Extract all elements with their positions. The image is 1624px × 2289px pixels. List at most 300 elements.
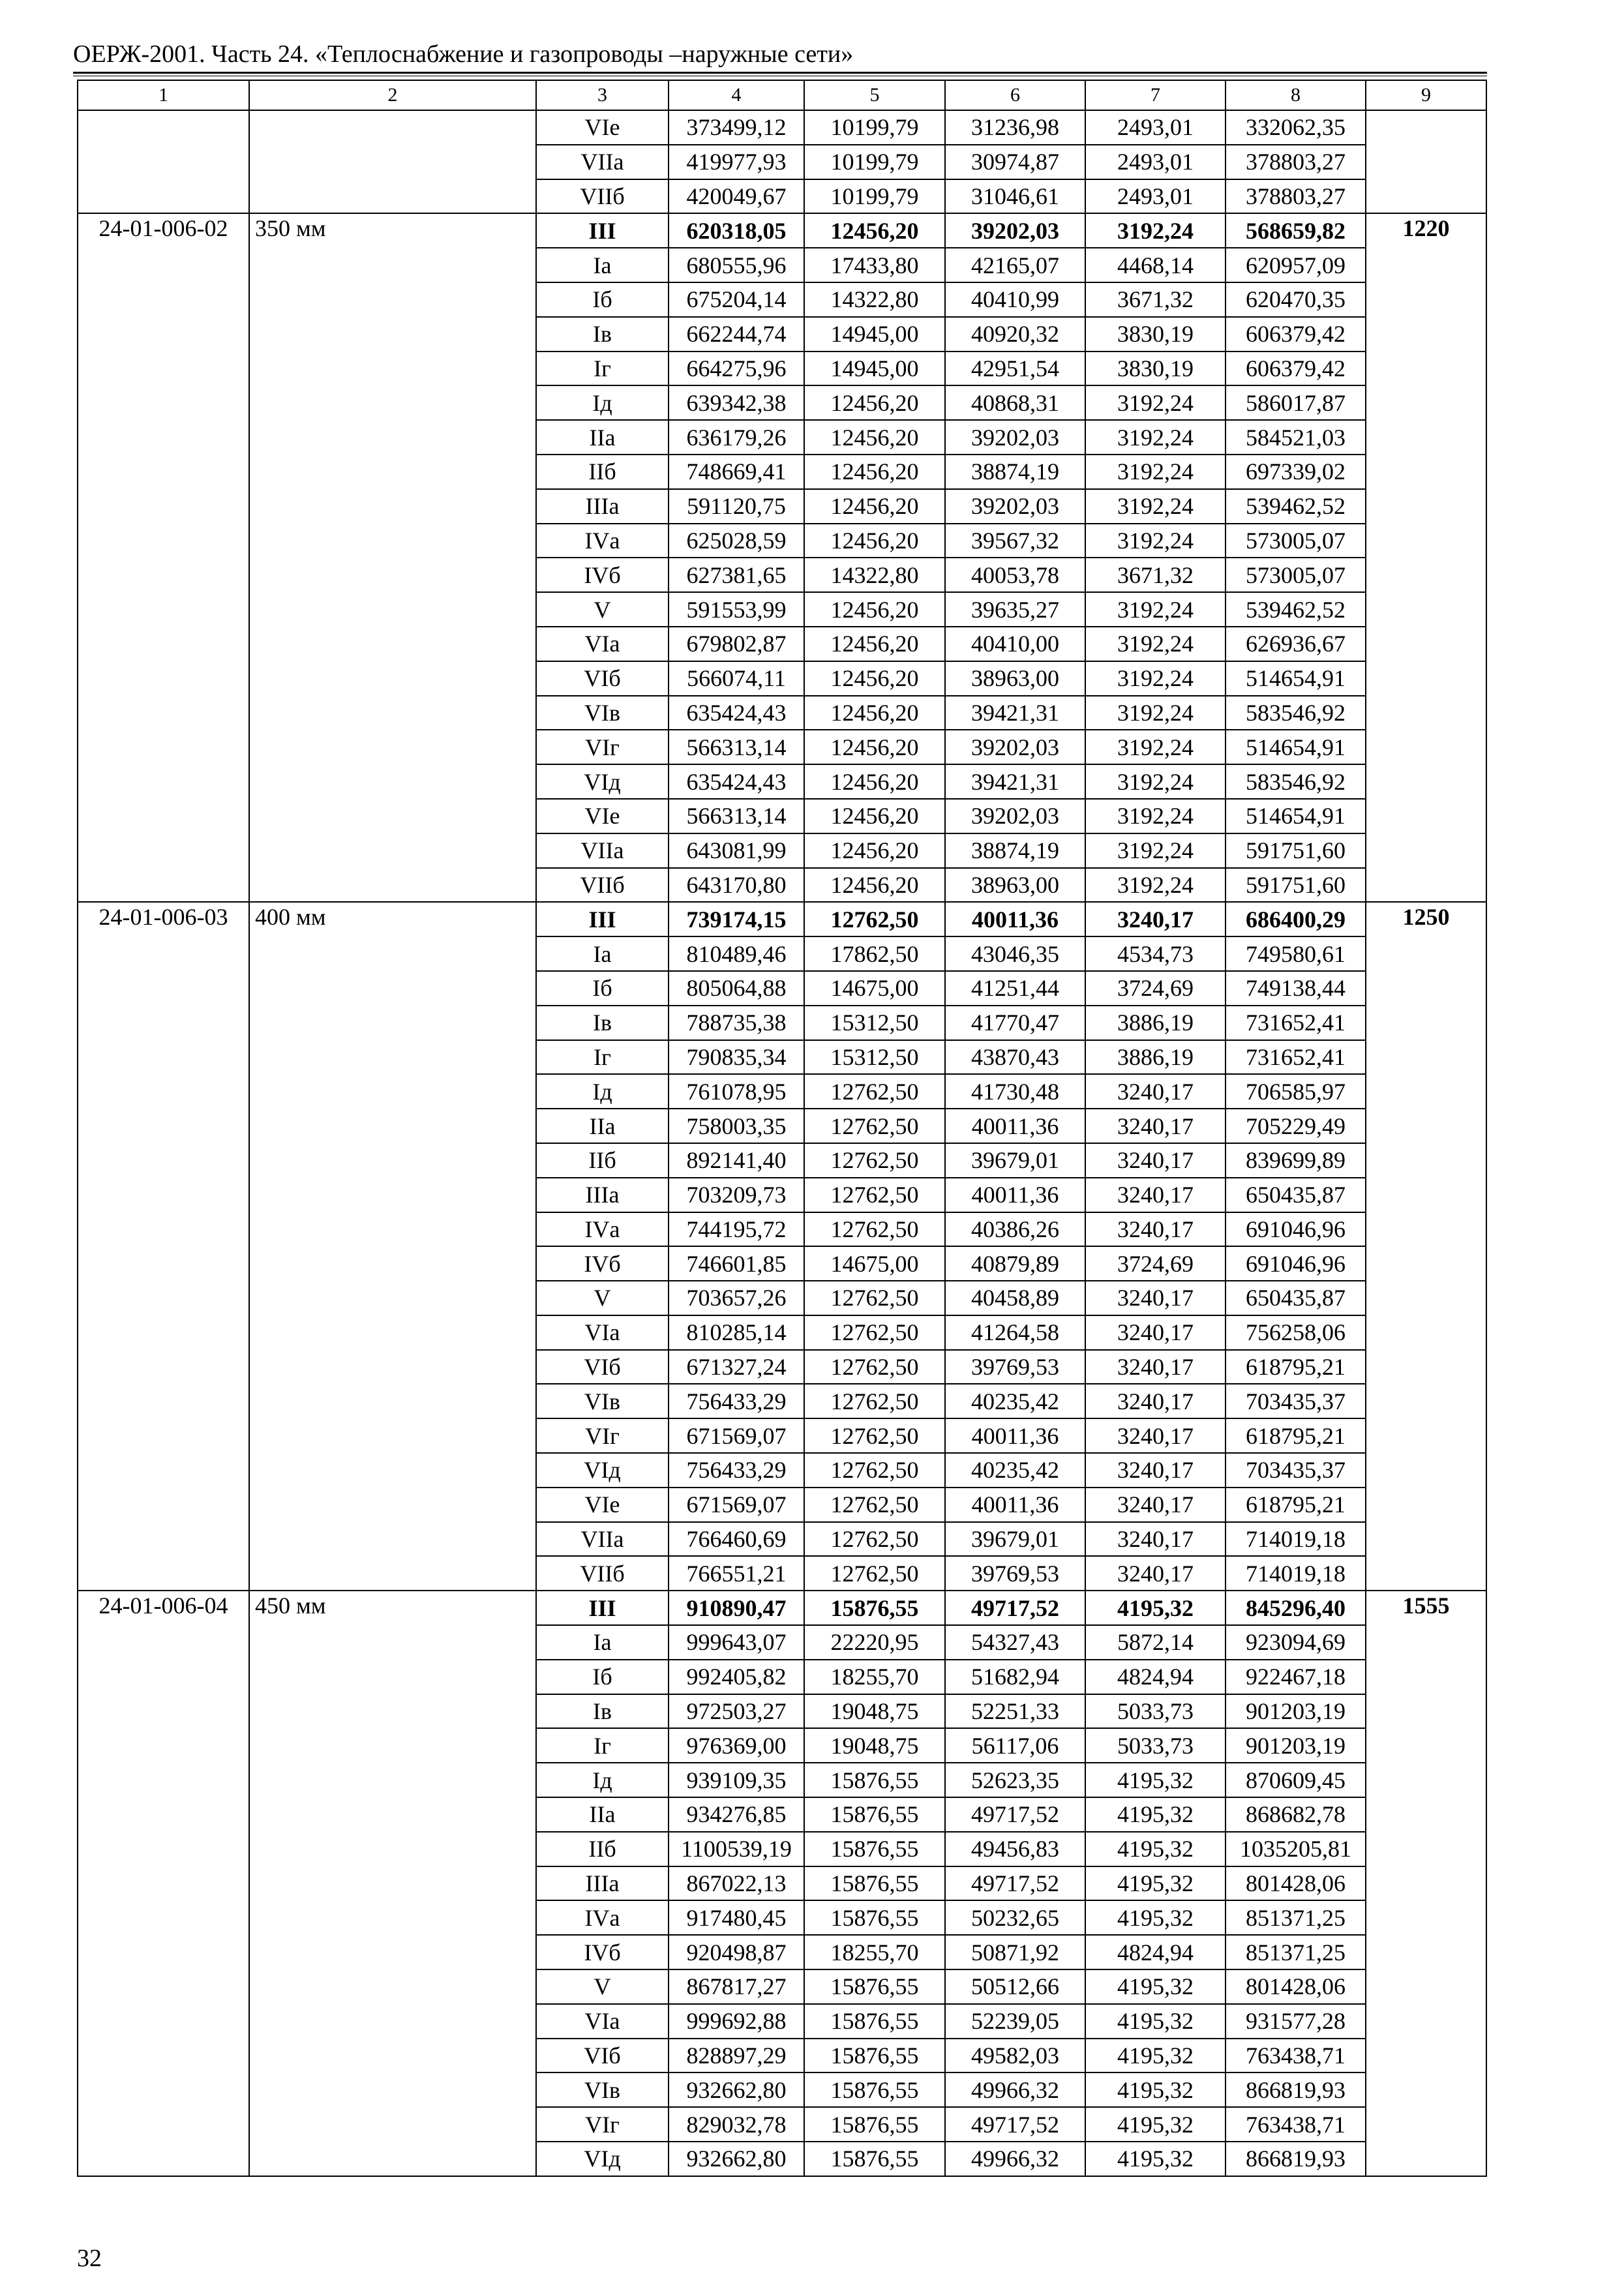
value-cell: 43870,43 <box>945 1040 1085 1075</box>
value-cell: 15876,55 <box>804 2142 945 2176</box>
code-cell: 24-01-006-03 <box>78 902 249 1591</box>
value-cell: 790835,34 <box>669 1040 804 1075</box>
value-cell: 801428,06 <box>1226 1866 1366 1901</box>
value-cell: 4195,32 <box>1085 1969 1226 2004</box>
value-cell: 15876,55 <box>804 2039 945 2073</box>
value-cell: 3192,24 <box>1085 868 1226 903</box>
category-cell: III <box>536 213 669 248</box>
value-cell: 40235,42 <box>945 1384 1085 1418</box>
value-cell: 697339,02 <box>1226 455 1366 489</box>
value-cell: 568659,82 <box>1226 213 1366 248</box>
value-cell: 934276,85 <box>669 1797 804 1832</box>
value-cell: 620957,09 <box>1226 248 1366 282</box>
category-cell: VIIа <box>536 833 669 868</box>
value-cell: 40386,26 <box>945 1212 1085 1247</box>
value-cell: 999692,88 <box>669 2004 804 2039</box>
category-cell: VIд <box>536 2142 669 2176</box>
category-cell: VIв <box>536 2072 669 2107</box>
category-cell: Iг <box>536 352 669 386</box>
value-cell: 3192,24 <box>1085 833 1226 868</box>
value-cell: 539462,52 <box>1226 592 1366 627</box>
value-cell: 17433,80 <box>804 248 945 282</box>
value-cell: 19048,75 <box>804 1694 945 1729</box>
value-cell: 10199,79 <box>804 110 945 145</box>
value-cell: 12762,50 <box>804 1384 945 1418</box>
value-cell: 12762,50 <box>804 1350 945 1384</box>
value-cell: 870609,45 <box>1226 1763 1366 1797</box>
value-cell: 4195,32 <box>1085 1591 1226 1625</box>
category-cell: IVб <box>536 1935 669 1969</box>
category-cell: VIIа <box>536 1522 669 1557</box>
category-cell: VIб <box>536 1350 669 1384</box>
value-cell: 3240,17 <box>1085 1143 1226 1178</box>
value-cell: 626936,67 <box>1226 627 1366 661</box>
value-cell: 50232,65 <box>945 1900 1085 1935</box>
value-cell: 31046,61 <box>945 179 1085 214</box>
value-cell: 3240,17 <box>1085 1418 1226 1453</box>
value-cell: 763438,71 <box>1226 2107 1366 2142</box>
value-cell: 15876,55 <box>804 1969 945 2004</box>
value-cell: 3240,17 <box>1085 1556 1226 1591</box>
value-cell: 671569,07 <box>669 1418 804 1453</box>
value-cell: 12762,50 <box>804 1418 945 1453</box>
category-cell: Iг <box>536 1040 669 1075</box>
value-cell: 378803,27 <box>1226 145 1366 179</box>
value-cell: 15876,55 <box>804 1591 945 1625</box>
extra-cell: 1250 <box>1366 902 1486 1591</box>
value-cell: 378803,27 <box>1226 179 1366 214</box>
value-cell: 2493,01 <box>1085 110 1226 145</box>
value-cell: 15876,55 <box>804 2004 945 2039</box>
value-cell: 40410,00 <box>945 627 1085 661</box>
value-cell: 39679,01 <box>945 1143 1085 1178</box>
value-cell: 851371,25 <box>1226 1935 1366 1969</box>
value-cell: 49717,52 <box>945 2107 1085 2142</box>
value-cell: 635424,43 <box>669 696 804 730</box>
category-cell: Iв <box>536 317 669 352</box>
value-cell: 15312,50 <box>804 1040 945 1075</box>
value-cell: 40011,36 <box>945 1178 1085 1212</box>
value-cell: 14322,80 <box>804 558 945 592</box>
value-cell: 14322,80 <box>804 282 945 317</box>
column-number: 7 <box>1085 80 1226 110</box>
value-cell: 650435,87 <box>1226 1281 1366 1315</box>
category-cell: VIIб <box>536 1556 669 1591</box>
value-cell: 15876,55 <box>804 1763 945 1797</box>
value-cell: 514654,91 <box>1226 799 1366 833</box>
value-cell: 4195,32 <box>1085 1832 1226 1866</box>
value-cell: 3724,69 <box>1085 1246 1226 1281</box>
value-cell: 15876,55 <box>804 2107 945 2142</box>
extra-cell: 1555 <box>1366 1591 1486 2176</box>
value-cell: 4824,94 <box>1085 1935 1226 1969</box>
value-cell: 15312,50 <box>804 1006 945 1040</box>
value-cell: 14675,00 <box>804 1246 945 1281</box>
category-cell: VIг <box>536 730 669 764</box>
value-cell: 41264,58 <box>945 1315 1085 1350</box>
value-cell: 39202,03 <box>945 489 1085 524</box>
value-cell: 49966,32 <box>945 2142 1085 2176</box>
value-cell: 40011,36 <box>945 1488 1085 1522</box>
value-cell: 39679,01 <box>945 1522 1085 1557</box>
category-cell: Iб <box>536 1660 669 1694</box>
value-cell: 15876,55 <box>804 1832 945 1866</box>
value-cell: 4195,32 <box>1085 1797 1226 1832</box>
value-cell: 691046,96 <box>1226 1246 1366 1281</box>
value-cell: 801428,06 <box>1226 1969 1366 2004</box>
value-cell: 3671,32 <box>1085 282 1226 317</box>
value-cell: 3240,17 <box>1085 1212 1226 1247</box>
value-cell: 12456,20 <box>804 455 945 489</box>
value-cell: 50512,66 <box>945 1969 1085 2004</box>
value-cell: 12456,20 <box>804 799 945 833</box>
column-number: 8 <box>1226 80 1366 110</box>
value-cell: 40458,89 <box>945 1281 1085 1315</box>
value-cell: 43046,35 <box>945 936 1085 971</box>
value-cell: 703657,26 <box>669 1281 804 1315</box>
value-cell: 39635,27 <box>945 592 1085 627</box>
value-cell: 38963,00 <box>945 868 1085 903</box>
value-cell: 39202,03 <box>945 799 1085 833</box>
value-cell: 3192,24 <box>1085 696 1226 730</box>
value-cell: 12456,20 <box>804 833 945 868</box>
value-cell: 5033,73 <box>1085 1728 1226 1763</box>
column-number: 2 <box>249 80 536 110</box>
category-cell: VIа <box>536 627 669 661</box>
category-cell: Iб <box>536 282 669 317</box>
value-cell: 2493,01 <box>1085 145 1226 179</box>
value-cell: 932662,80 <box>669 2072 804 2107</box>
value-cell: 917480,45 <box>669 1900 804 1935</box>
value-cell: 866819,93 <box>1226 2142 1366 2176</box>
value-cell: 12762,50 <box>804 1315 945 1350</box>
extra-cell: 1220 <box>1366 213 1486 902</box>
value-cell: 10199,79 <box>804 145 945 179</box>
value-cell: 12456,20 <box>804 696 945 730</box>
value-cell: 662244,74 <box>669 317 804 352</box>
value-cell: 12762,50 <box>804 1143 945 1178</box>
value-cell: 788735,38 <box>669 1006 804 1040</box>
value-cell: 10199,79 <box>804 179 945 214</box>
value-cell: 810285,14 <box>669 1315 804 1350</box>
category-cell: VIб <box>536 2039 669 2073</box>
extra-cell <box>1366 110 1486 213</box>
value-cell: 744195,72 <box>669 1212 804 1247</box>
value-cell: 923094,69 <box>1226 1625 1366 1660</box>
value-cell: 12456,20 <box>804 524 945 558</box>
value-cell: 30974,87 <box>945 145 1085 179</box>
table-body <box>78 80 1486 2176</box>
column-number: 5 <box>804 80 945 110</box>
value-cell: 38874,19 <box>945 455 1085 489</box>
value-cell: 39202,03 <box>945 420 1085 455</box>
value-cell: 763438,71 <box>1226 2039 1366 2073</box>
value-cell: 805064,88 <box>669 971 804 1006</box>
value-cell: 514654,91 <box>1226 730 1366 764</box>
value-cell: 420049,67 <box>669 179 804 214</box>
value-cell: 714019,18 <box>1226 1556 1366 1591</box>
value-cell: 18255,70 <box>804 1935 945 1969</box>
value-cell: 3240,17 <box>1085 1453 1226 1488</box>
value-cell: 3240,17 <box>1085 1281 1226 1315</box>
category-cell: VIд <box>536 764 669 799</box>
value-cell: 12762,50 <box>804 1522 945 1557</box>
value-cell: 671327,24 <box>669 1350 804 1384</box>
value-cell: 3192,24 <box>1085 799 1226 833</box>
value-cell: 39202,03 <box>945 213 1085 248</box>
value-cell: 920498,87 <box>669 1935 804 1969</box>
category-cell: Iв <box>536 1694 669 1729</box>
category-cell: IVа <box>536 524 669 558</box>
size-cell <box>249 110 536 213</box>
value-cell: 810489,46 <box>669 936 804 971</box>
value-cell: 12456,20 <box>804 868 945 903</box>
value-cell: 3240,17 <box>1085 1488 1226 1522</box>
value-cell: 3240,17 <box>1085 1074 1226 1109</box>
value-cell: 606379,42 <box>1226 352 1366 386</box>
category-cell: V <box>536 1281 669 1315</box>
value-cell: 54327,43 <box>945 1625 1085 1660</box>
category-cell: VIг <box>536 1418 669 1453</box>
value-cell: 766460,69 <box>669 1522 804 1557</box>
value-cell: 618795,21 <box>1226 1418 1366 1453</box>
value-cell: 705229,49 <box>1226 1109 1366 1143</box>
value-cell: 749580,61 <box>1226 936 1366 971</box>
category-cell: Iа <box>536 936 669 971</box>
column-number: 4 <box>669 80 804 110</box>
value-cell: 12762,50 <box>804 1212 945 1247</box>
value-cell: 419977,93 <box>669 145 804 179</box>
value-cell: 51682,94 <box>945 1660 1085 1694</box>
table-row <box>78 110 1486 145</box>
value-cell: 3240,17 <box>1085 1384 1226 1418</box>
value-cell: 756258,06 <box>1226 1315 1366 1350</box>
value-cell: 5033,73 <box>1085 1694 1226 1729</box>
category-cell: V <box>536 592 669 627</box>
value-cell: 40868,31 <box>945 385 1085 420</box>
value-cell: 49717,52 <box>945 1866 1085 1901</box>
value-cell: 49717,52 <box>945 1797 1085 1832</box>
value-cell: 583546,92 <box>1226 696 1366 730</box>
category-cell: V <box>536 1969 669 2004</box>
value-cell: 867022,13 <box>669 1866 804 1901</box>
value-cell: 514654,91 <box>1226 661 1366 696</box>
value-cell: 4195,32 <box>1085 2107 1226 2142</box>
value-cell: 746601,85 <box>669 1246 804 1281</box>
category-cell: Iа <box>536 248 669 282</box>
value-cell: 636179,26 <box>669 420 804 455</box>
size-cell: 350 мм <box>249 213 536 902</box>
value-cell: 573005,07 <box>1226 524 1366 558</box>
value-cell: 12456,20 <box>804 420 945 455</box>
value-cell: 675204,14 <box>669 282 804 317</box>
category-cell: Iб <box>536 971 669 1006</box>
value-cell: 866819,93 <box>1226 2072 1366 2107</box>
value-cell: 332062,35 <box>1226 110 1366 145</box>
value-cell: 3192,24 <box>1085 661 1226 696</box>
category-cell: VIв <box>536 696 669 730</box>
value-cell: 583546,92 <box>1226 764 1366 799</box>
value-cell: 15876,55 <box>804 2072 945 2107</box>
value-cell: 12456,20 <box>804 592 945 627</box>
value-cell: 56117,06 <box>945 1728 1085 1763</box>
value-cell: 12456,20 <box>804 213 945 248</box>
category-cell: VIг <box>536 2107 669 2142</box>
value-cell: 828897,29 <box>669 2039 804 2073</box>
value-cell: 3240,17 <box>1085 1350 1226 1384</box>
category-cell: IVб <box>536 558 669 592</box>
value-cell: 731652,41 <box>1226 1040 1366 1075</box>
value-cell: 618795,21 <box>1226 1350 1366 1384</box>
value-cell: 3830,19 <box>1085 317 1226 352</box>
category-cell: Iд <box>536 1763 669 1797</box>
value-cell: 41251,44 <box>945 971 1085 1006</box>
value-cell: 3886,19 <box>1085 1006 1226 1040</box>
value-cell: 4195,32 <box>1085 2039 1226 2073</box>
header-rule-thick <box>73 72 1487 74</box>
value-cell: 39769,53 <box>945 1556 1085 1591</box>
category-cell: IIб <box>536 1143 669 1178</box>
value-cell: 4195,32 <box>1085 2072 1226 2107</box>
value-cell: 19048,75 <box>804 1728 945 1763</box>
value-cell: 4195,32 <box>1085 1866 1226 1901</box>
value-cell: 703435,37 <box>1226 1453 1366 1488</box>
value-cell: 52623,35 <box>945 1763 1085 1797</box>
value-cell: 839699,89 <box>1226 1143 1366 1178</box>
category-cell: IIа <box>536 420 669 455</box>
value-cell: 40235,42 <box>945 1453 1085 1488</box>
category-cell: IIIа <box>536 1866 669 1901</box>
value-cell: 49717,52 <box>945 1591 1085 1625</box>
value-cell: 761078,95 <box>669 1074 804 1109</box>
category-cell: Iг <box>536 1728 669 1763</box>
value-cell: 539462,52 <box>1226 489 1366 524</box>
category-cell: VIб <box>536 661 669 696</box>
value-cell: 584521,03 <box>1226 420 1366 455</box>
category-cell: VIа <box>536 1315 669 1350</box>
value-cell: 5872,14 <box>1085 1625 1226 1660</box>
value-cell: 373499,12 <box>669 110 804 145</box>
value-cell: 4195,32 <box>1085 1763 1226 1797</box>
category-cell: IIIа <box>536 489 669 524</box>
value-cell: 3830,19 <box>1085 352 1226 386</box>
value-cell: 2493,01 <box>1085 179 1226 214</box>
value-cell: 3192,24 <box>1085 489 1226 524</box>
value-cell: 901203,19 <box>1226 1728 1366 1763</box>
value-cell: 566313,14 <box>669 730 804 764</box>
column-number: 3 <box>536 80 669 110</box>
value-cell: 635424,43 <box>669 764 804 799</box>
value-cell: 892141,40 <box>669 1143 804 1178</box>
value-cell: 939109,35 <box>669 1763 804 1797</box>
value-cell: 910890,47 <box>669 1591 804 1625</box>
value-cell: 40920,32 <box>945 317 1085 352</box>
value-cell: 739174,15 <box>669 902 804 936</box>
value-cell: 691046,96 <box>1226 1212 1366 1247</box>
value-cell: 4195,32 <box>1085 2004 1226 2039</box>
value-cell: 14675,00 <box>804 971 945 1006</box>
category-cell: IIIа <box>536 1178 669 1212</box>
table-row <box>78 1591 1486 1625</box>
value-cell: 12762,50 <box>804 1074 945 1109</box>
value-cell: 703435,37 <box>1226 1384 1366 1418</box>
value-cell: 52251,33 <box>945 1694 1085 1729</box>
size-cell: 450 мм <box>249 1591 536 2176</box>
value-cell: 12456,20 <box>804 489 945 524</box>
value-cell: 829032,78 <box>669 2107 804 2142</box>
value-cell: 749138,44 <box>1226 971 1366 1006</box>
value-cell: 12762,50 <box>804 1488 945 1522</box>
value-cell: 12456,20 <box>804 661 945 696</box>
value-cell: 756433,29 <box>669 1384 804 1418</box>
value-cell: 586017,87 <box>1226 385 1366 420</box>
page-number: 32 <box>77 2245 102 2272</box>
value-cell: 566313,14 <box>669 799 804 833</box>
category-cell: IIа <box>536 1109 669 1143</box>
value-cell: 14945,00 <box>804 352 945 386</box>
price-table <box>77 80 1487 2177</box>
category-cell: VIе <box>536 1488 669 1522</box>
value-cell: 22220,95 <box>804 1625 945 1660</box>
value-cell: 932662,80 <box>669 2142 804 2176</box>
value-cell: 12762,50 <box>804 1109 945 1143</box>
category-cell: VIд <box>536 1453 669 1488</box>
value-cell: 39202,03 <box>945 730 1085 764</box>
value-cell: 3192,24 <box>1085 455 1226 489</box>
value-cell: 731652,41 <box>1226 1006 1366 1040</box>
value-cell: 573005,07 <box>1226 558 1366 592</box>
value-cell: 3192,24 <box>1085 764 1226 799</box>
value-cell: 664275,96 <box>669 352 804 386</box>
value-cell: 38963,00 <box>945 661 1085 696</box>
value-cell: 50871,92 <box>945 1935 1085 1969</box>
value-cell: 12762,50 <box>804 902 945 936</box>
value-cell: 4468,14 <box>1085 248 1226 282</box>
value-cell: 3192,24 <box>1085 627 1226 661</box>
value-cell: 17862,50 <box>804 936 945 971</box>
value-cell: 3671,32 <box>1085 558 1226 592</box>
value-cell: 851371,25 <box>1226 1900 1366 1935</box>
value-cell: 845296,40 <box>1226 1591 1366 1625</box>
value-cell: 4195,32 <box>1085 2142 1226 2176</box>
value-cell: 992405,82 <box>669 1660 804 1694</box>
value-cell: 922467,18 <box>1226 1660 1366 1694</box>
value-cell: 12762,50 <box>804 1556 945 1591</box>
value-cell: 3192,24 <box>1085 730 1226 764</box>
value-cell: 12456,20 <box>804 764 945 799</box>
value-cell: 4824,94 <box>1085 1660 1226 1694</box>
value-cell: 3240,17 <box>1085 1315 1226 1350</box>
value-cell: 901203,19 <box>1226 1694 1366 1729</box>
column-number-row <box>78 80 1486 110</box>
category-cell: III <box>536 1591 669 1625</box>
category-cell: IIб <box>536 1832 669 1866</box>
table-row <box>78 213 1486 248</box>
value-cell: 12762,50 <box>804 1281 945 1315</box>
value-cell: 41770,47 <box>945 1006 1085 1040</box>
column-number: 1 <box>78 80 249 110</box>
value-cell: 42951,54 <box>945 352 1085 386</box>
value-cell: 40011,36 <box>945 1109 1085 1143</box>
value-cell: 706585,97 <box>1226 1074 1366 1109</box>
value-cell: 976369,00 <box>669 1728 804 1763</box>
value-cell: 18255,70 <box>804 1660 945 1694</box>
value-cell: 703209,73 <box>669 1178 804 1212</box>
value-cell: 620318,05 <box>669 213 804 248</box>
value-cell: 14945,00 <box>804 317 945 352</box>
value-cell: 31236,98 <box>945 110 1085 145</box>
value-cell: 38874,19 <box>945 833 1085 868</box>
